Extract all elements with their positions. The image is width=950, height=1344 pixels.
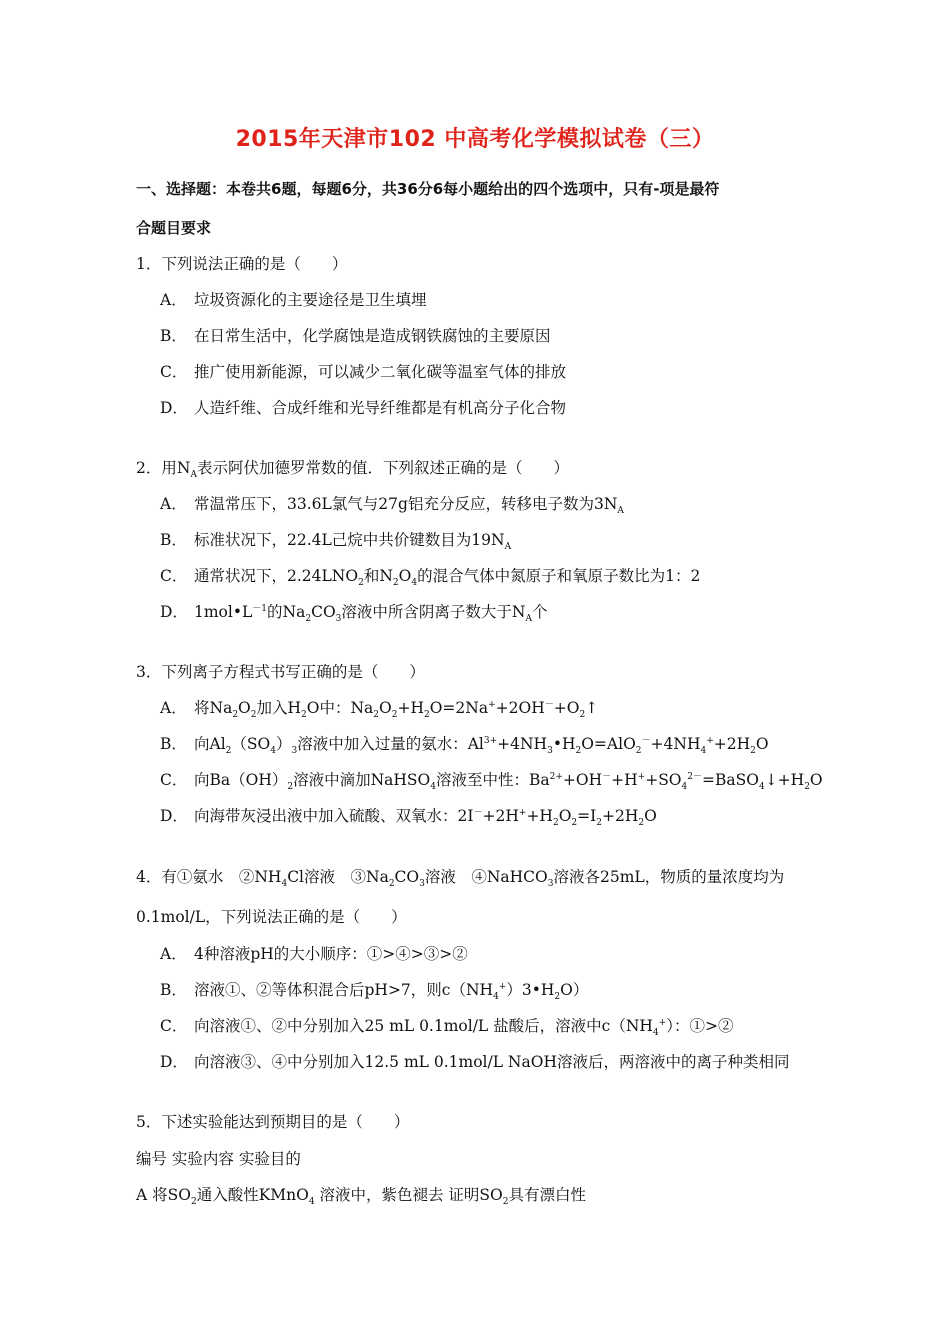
question-5-stem: 5．下述实验能达到预期目的是（ ）	[136, 1113, 410, 1131]
option-text: $1mol•L^{-1}$的$Na_2CO_3$溶液中所含阴离子数大于$N_A$个	[194, 603, 548, 625]
question-3-option-d	[160, 806, 657, 829]
option-text: 在日常生活中，化学腐蚀是造成钢铁腐蚀的主要原因	[194, 327, 551, 345]
option-text: 将$Na_2O_2$加入$H_2O$中：$Na_2O_2+H_2O=2Na^++2OH^-+O_2↑$	[194, 699, 599, 721]
question-3-option-c	[160, 770, 823, 793]
option-text: 常温常压下，33.6L氯气与27g铝充分反应，转移电子数为$3N_A$	[194, 495, 624, 517]
option-letter: D．	[160, 1053, 188, 1071]
question-2-stem: 2．用$N_A$表示阿伏加德罗常数的值．下列叙述正确的是（ ）	[136, 459, 569, 481]
option-text: 向海带灰浸出液中加入硫酸、双氧水：$2I^-+2H^++H_2O_2=I_2+2H_2O$	[194, 807, 657, 829]
question-5-row-a: A 将$SO_2$通入酸性KMnO$_4$ 溶液中，紫色褪去 证明$SO_2$具有漂白性	[136, 1186, 587, 1208]
option-letter: D．	[160, 603, 188, 621]
question-3-option-b	[160, 734, 769, 757]
section-heading-line1: 一、选择题：本卷共6题，每题6分，共36分6每小题给出的四个选项中，只有-项是最符	[136, 180, 720, 198]
option-letter: A．	[160, 945, 187, 963]
question-2-option-c	[160, 566, 701, 589]
option-letter: D．	[160, 807, 188, 825]
option-text: 向溶液③、④中分别加入12.5 mL 0.1mol/L NaOH溶液后，两溶液中的离子种类相同	[194, 1053, 790, 1071]
question-3-option-a	[160, 698, 599, 721]
question-4-option-c	[160, 1016, 734, 1039]
option-letter: C．	[160, 1017, 188, 1035]
question-1-option-c	[160, 362, 566, 382]
option-letter: C．	[160, 567, 188, 585]
option-letter: B．	[160, 327, 187, 345]
question-2-option-d	[160, 602, 548, 625]
option-letter: B．	[160, 735, 187, 753]
question-1-option-a	[160, 290, 427, 310]
option-text: 标准状况下，22.4L己烷中共价键数目为$19N_A$	[194, 531, 512, 553]
option-letter: C．	[160, 363, 188, 381]
option-text: 溶液①、②等体积混合后pH>7，则$c(NH_4^+)3•H_2O$）	[194, 981, 589, 1003]
question-2-option-a	[160, 494, 624, 517]
question-4-stem-line1: 4．有①氨水 $②NH_4Cl$溶液 $③Na_2CO_3$溶液 ④NaHCO$_3$溶液各25mL，物质的量浓度均为	[136, 868, 785, 890]
question-4-stem-line2: 0.1mol/L，下列说法正确的是（ ）	[136, 908, 407, 926]
option-text: 垃圾资源化的主要途径是卫生填埋	[194, 291, 427, 309]
page-title: 2015年天津市102 中高考化学模拟试卷（三）	[235, 127, 715, 152]
option-letter: C．	[160, 771, 188, 789]
option-letter: A．	[160, 495, 187, 513]
question-4-option-b	[160, 980, 589, 1003]
question-1-option-b	[160, 326, 551, 346]
option-letter: B．	[160, 981, 187, 999]
question-1-option-d	[160, 398, 566, 418]
question-2-option-b	[160, 530, 512, 553]
option-letter: A．	[160, 291, 187, 309]
option-text: 通常状况下，$2.24LNO_2$和$N_2O_4$的混合气体中氮原子和氧原子数比为1：2	[194, 567, 701, 589]
option-letter: B．	[160, 531, 187, 549]
option-text: 4种溶液pH的大小顺序：①>④>③>②	[194, 945, 468, 963]
option-text: 人造纤维、合成纤维和光导纤维都是有机高分子化合物	[194, 399, 567, 417]
question-4-option-d	[160, 1052, 789, 1072]
option-text: 向$Ba(OH)_2$溶液中滴加NaHSO$_4$溶液至中性：$Ba^{2+}+OH^-+H^++SO_4^{2-}=BaSO_4↓+H_2O$	[194, 771, 823, 793]
option-letter: A．	[160, 699, 187, 717]
option-text: 推广使用新能源，可以减少二氧化碳等温室气体的排放	[194, 363, 567, 381]
section-heading-line2: 合题目要求	[136, 219, 212, 237]
question-3-stem: 3．下列离子方程式书写正确的是（ ）	[136, 663, 425, 681]
option-text: 向$Al_2(SO_4)_3$溶液中加入过量的氨水：$Al^{3+}+4NH_3•H_2O=AlO_2^-+4NH_4^++2H_2O$	[194, 735, 769, 757]
question-4-option-a	[160, 944, 468, 964]
option-text: 向溶液①、②中分别加入25 mL 0.1mol/L 盐酸后，溶液中$c(NH_4^+)$：①>②	[194, 1017, 734, 1039]
question-1-stem: 1．下列说法正确的是（ ）	[136, 255, 348, 273]
option-letter: D．	[160, 399, 188, 417]
question-5-table-header: 编号 实验内容 实验目的	[136, 1150, 301, 1168]
